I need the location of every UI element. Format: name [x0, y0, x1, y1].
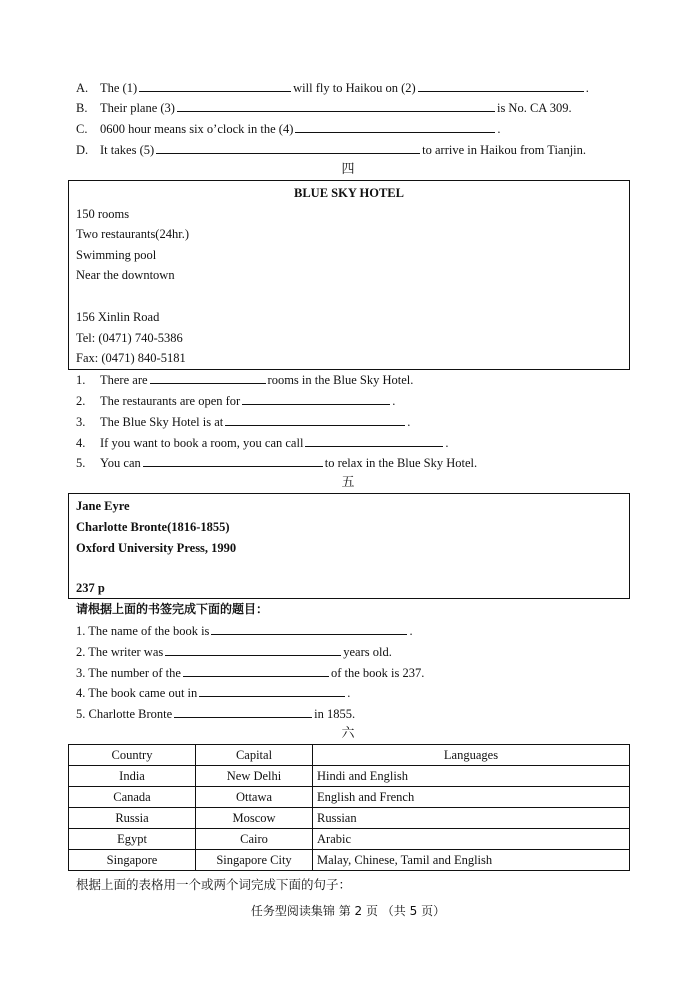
answer-blank[interactable]	[165, 643, 341, 656]
capital-cell: Ottawa	[196, 787, 313, 808]
book-pages: 237 p	[76, 581, 105, 595]
item-text: .	[585, 81, 589, 95]
item-label: A.	[76, 81, 89, 95]
question-label: 3.	[76, 415, 86, 429]
languages-cell: English and French	[313, 787, 630, 808]
question-text: to relax in the Blue Sky Hotel.	[324, 456, 478, 470]
question-text: If you want to book a room, you can call	[100, 436, 304, 450]
section-heading-5: 五	[341, 475, 355, 490]
item-text: .	[497, 122, 501, 136]
question-text: 4. The book came out in	[76, 686, 198, 700]
question-label: 1.	[76, 373, 86, 387]
question-text: years old.	[343, 645, 392, 659]
item-b	[76, 99, 572, 116]
answer-blank-1[interactable]	[139, 79, 291, 92]
book-author: Charlotte Bronte(1816-1855)	[76, 520, 230, 534]
item-d	[76, 141, 586, 158]
hotel-question-3	[76, 413, 410, 430]
column-header: Capital	[196, 745, 313, 766]
answer-blank[interactable]	[174, 705, 312, 718]
languages-cell: Hindi and English	[313, 766, 630, 787]
hotel-tel: Tel: (0471) 740-5386	[76, 331, 183, 345]
country-cell: Canada	[69, 787, 196, 808]
table-row	[69, 850, 630, 871]
question-text: 5. Charlotte Bronte	[76, 707, 173, 721]
item-text: is No. CA 309.	[496, 101, 572, 115]
hotel-line: Near the downtown	[76, 268, 175, 282]
answer-blank-5[interactable]	[156, 141, 420, 154]
question-text: .	[445, 436, 449, 450]
column-header: Country	[69, 745, 196, 766]
item-label: B.	[76, 101, 88, 115]
instruction-6: 根据上面的表格用一个或两个词完成下面的句子：	[76, 877, 352, 892]
bookmark-box	[68, 493, 630, 599]
question-label: 5.	[76, 456, 86, 470]
section-heading-4: 四	[341, 162, 355, 177]
book-question-4	[76, 684, 350, 701]
capital-cell: New Delhi	[196, 766, 313, 787]
answer-blank[interactable]	[211, 622, 407, 635]
question-text: .	[347, 686, 351, 700]
item-a	[76, 79, 589, 96]
item-text: to arrive in Haikou from Tianjin.	[422, 143, 587, 157]
answer-blank[interactable]	[143, 454, 323, 467]
page-footer: 任务型阅读集锦 第 2 页 （共 5 页）	[250, 904, 446, 918]
item-text: It takes (5)	[100, 143, 155, 157]
item-c	[76, 120, 500, 137]
book-question-3	[76, 664, 424, 681]
table-row	[69, 829, 630, 850]
book-question-2	[76, 643, 392, 660]
table-row	[69, 766, 630, 787]
item-text: Their plane (3)	[100, 101, 175, 115]
answer-blank[interactable]	[199, 684, 345, 697]
question-text: There are	[100, 373, 148, 387]
question-text: The restaurants are open for	[100, 394, 241, 408]
country-cell: India	[69, 766, 196, 787]
question-text: in 1855.	[314, 707, 356, 721]
question-text: 2. The writer was	[76, 645, 164, 659]
capital-cell: Singapore City	[196, 850, 313, 871]
hotel-title: BLUE SKY HOTEL	[294, 186, 404, 200]
instruction-5: 请根据上面的书签完成下面的题目：	[76, 602, 269, 616]
item-text: 0600 hour means six o’clock in the (4)	[100, 122, 294, 136]
country-cell: Singapore	[69, 850, 196, 871]
capital-table	[68, 744, 630, 871]
table-row	[69, 808, 630, 829]
answer-blank[interactable]	[183, 664, 329, 677]
hotel-line: 150 rooms	[76, 207, 130, 221]
country-cell: Egypt	[69, 829, 196, 850]
hotel-address: 156 Xinlin Road	[76, 310, 160, 324]
answer-blank-2[interactable]	[418, 79, 584, 92]
answer-blank[interactable]	[225, 413, 405, 426]
capital-cell: Cairo	[196, 829, 313, 850]
answer-blank[interactable]	[242, 392, 390, 405]
answer-blank-4[interactable]	[295, 120, 495, 133]
book-question-1	[76, 622, 413, 639]
hotel-question-5	[76, 454, 477, 471]
hotel-question-4	[76, 434, 449, 451]
column-header: Languages	[313, 745, 630, 766]
languages-cell: Russian	[313, 808, 630, 829]
table-header-row	[69, 745, 630, 766]
section-heading-6: 六	[341, 726, 355, 741]
item-text: will fly to Haikou on (2)	[293, 81, 416, 95]
question-label: 2.	[76, 394, 86, 408]
languages-cell: Arabic	[313, 829, 630, 850]
book-publisher: Oxford University Press, 1990	[76, 541, 237, 555]
hotel-fax: Fax: (0471) 840-5181	[76, 351, 186, 365]
question-text: rooms in the Blue Sky Hotel.	[267, 373, 414, 387]
capital-cell: Moscow	[196, 808, 313, 829]
item-text: The (1)	[100, 81, 138, 95]
question-text: 1. The name of the book is	[76, 624, 210, 638]
item-label: C.	[76, 122, 88, 136]
hotel-line: Swimming pool	[76, 248, 157, 262]
question-text: .	[409, 624, 413, 638]
hotel-question-1	[76, 371, 413, 388]
hotel-question-2	[76, 392, 395, 409]
answer-blank[interactable]	[150, 371, 266, 384]
answer-blank[interactable]	[305, 434, 443, 447]
book-title: Jane Eyre	[76, 499, 130, 513]
answer-blank-3[interactable]	[177, 99, 495, 112]
hotel-line: Two restaurants(24hr.)	[76, 227, 189, 241]
question-text: The Blue Sky Hotel is at	[100, 415, 224, 429]
country-cell: Russia	[69, 808, 196, 829]
languages-cell: Malay, Chinese, Tamil and English	[313, 850, 630, 871]
question-text: You can	[100, 456, 141, 470]
question-text: of the book is 237.	[330, 666, 425, 680]
question-label: 4.	[76, 436, 86, 450]
hotel-info-box	[68, 180, 630, 370]
question-text: .	[392, 394, 396, 408]
question-text: .	[407, 415, 411, 429]
item-label: D.	[76, 143, 89, 157]
table-row	[69, 787, 630, 808]
book-question-5	[76, 705, 355, 722]
question-text: 3. The number of the	[76, 666, 181, 680]
